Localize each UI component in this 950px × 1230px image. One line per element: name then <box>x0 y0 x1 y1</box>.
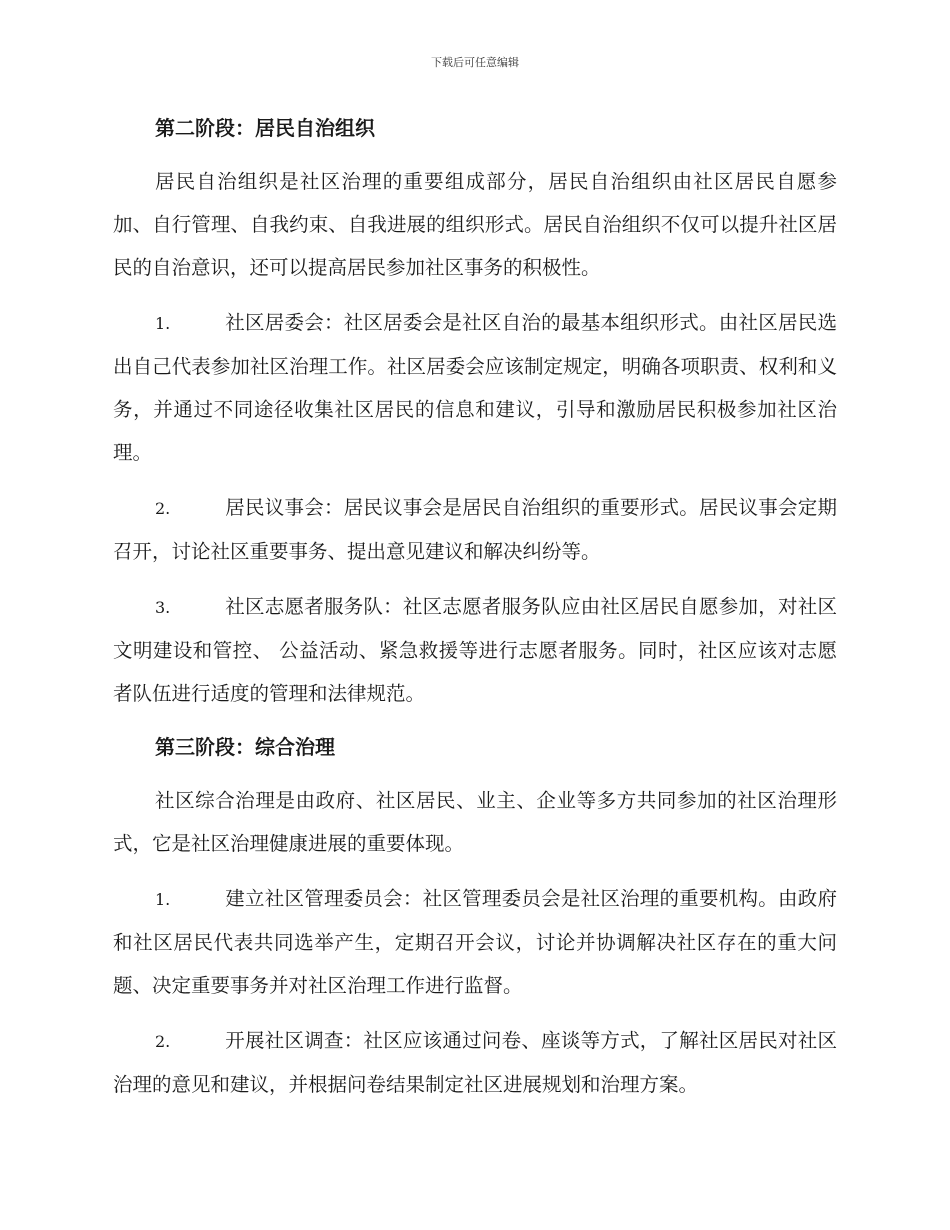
section-intro: 居民自治组织是社区治理的重要组成部分，居民自治组织由社区居民自愿参加、自行管理、自我约束、自我进展的组织形式。居民自治组织不仅可以提升社区居民的自治意识，还可以提高居民参加社区事务的积极性。 <box>113 170 837 279</box>
list-item-text: 开展社区调查：社区应该通过问卷、座谈等方式，了解社区居民对社区治理的意见和建议，并根据问卷结果制定社区进展规划和治理方案。 <box>113 1029 837 1096</box>
section-heading: 第二阶段：居民自治组织 <box>155 116 375 140</box>
list-item-number: 1. <box>155 890 171 909</box>
list-item-text: 社区志愿者服务队：社区志愿者服务队应由社区居民自愿参加，对社区文明建设和管控、 公益活动、紧急救援等进行志愿者服务。同时，社区应该对志愿者队伍进行适度的管理和法律规范。 <box>113 595 837 705</box>
list-item <box>113 585 837 715</box>
page-header: 下载后可任意编辑 <box>431 56 519 69</box>
list-item-number: 1. <box>155 314 171 333</box>
list-item-number: 2. <box>155 499 171 518</box>
list-item-number: 2. <box>155 1032 171 1051</box>
list-item <box>113 301 837 474</box>
list-item-number: 3. <box>155 598 171 617</box>
list-item <box>113 486 837 573</box>
section-intro: 社区综合治理是由政府、社区居民、业主、企业等多方共同参加的社区治理形式，它是社区治理健康进展的重要体现。 <box>113 789 837 855</box>
document-body <box>113 108 837 1118</box>
list-item-text: 建立社区管理委员会：社区管理委员会是社区治理的重要机构。由政府和社区居民代表共同选举产生，定期召开会议，讨论并协调解决社区存在的重大问题、决定重要事务并对社区治理工作进行监督。 <box>113 887 837 997</box>
list-item-text: 居民议事会：居民议事会是居民自治组织的重要形式。居民议事会定期召开，讨论社区重要事务、提出意见建议和解决纠纷等。 <box>113 496 837 563</box>
list-item <box>113 1019 837 1106</box>
list-item <box>113 877 837 1007</box>
section-heading: 第三阶段：综合治理 <box>155 735 335 759</box>
list-item-text: 社区居委会：社区居委会是社区自治的最基本组织形式。由社区居民选出自己代表参加社区治理工作。社区居委会应该制定规定，明确各项职责、权利和义务，并通过不同途径收集社区居民的信息和建议，引导和激励居民积极参加社区治理。 <box>113 311 837 464</box>
